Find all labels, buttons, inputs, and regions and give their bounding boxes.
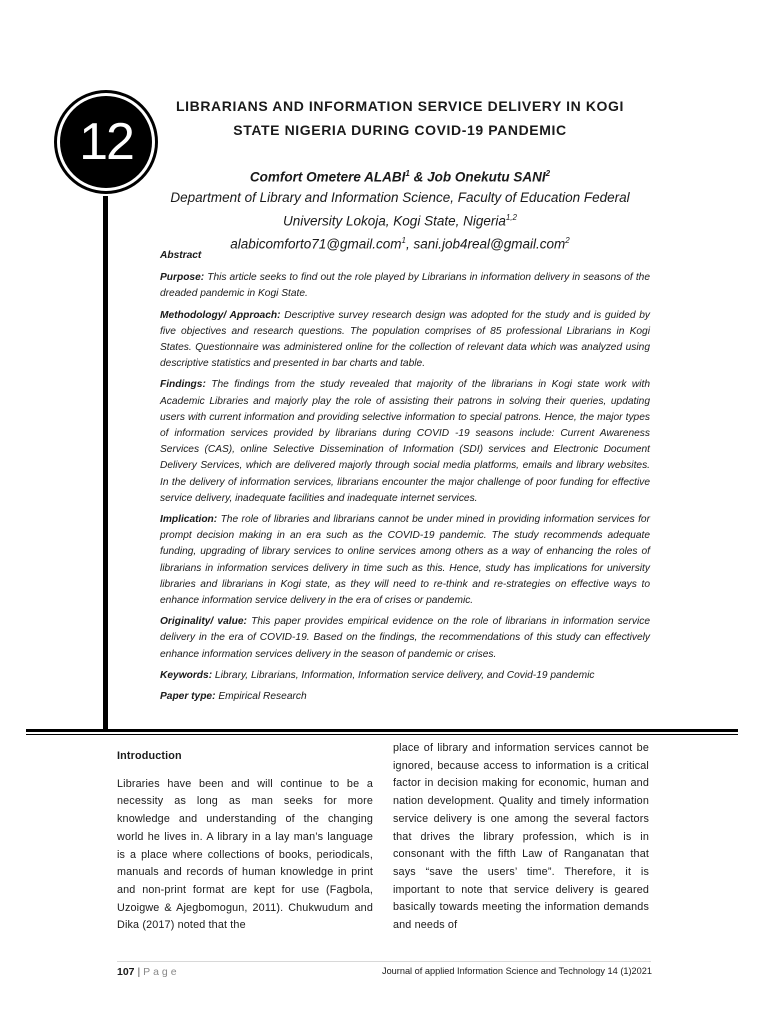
findings-label: Findings: [160,379,206,391]
horizontal-rule-thick [26,729,738,732]
author-2: Job Onekutu SANI [427,169,546,185]
paper-title [160,94,640,142]
affiliation-sup: 1,2 [505,212,517,222]
abstract-implication [160,512,650,609]
paper-type-label: Paper type: [160,691,216,703]
body-column-left [117,740,373,935]
footer-rule [117,961,651,962]
author-1: Comfort Ometere ALABI [249,169,406,185]
footer-journal-citation: Journal of applied Information Science and Technology 14 (1)2021 [381,966,652,976]
chapter-number-badge [60,96,152,188]
purpose-label: Purpose: [160,272,205,284]
affiliation-text: University Lokoja, Kogi State, Nigeria [283,213,506,228]
originality-label: Originality/ value: [160,616,247,628]
author-1-sup: 1 [405,169,410,178]
email-1-sup: 1 [401,236,406,245]
purpose-text: This article seeks to find out the role played by Librarians in information delivery in seasons of the dreaded pandemic in Kogi State. [160,272,650,300]
paper-type-text: Empirical Research [215,691,307,703]
author-2-sup: 2 [545,169,551,178]
methodology-text: Descriptive survey research design was adopted for the study and is guided by five objectives and research questions. The population comprises of 85 professional Librarians in Kogi States. Questionnaire was administered online for the collection of relevant data which was analyzed using descriptive statistics and presented in bar charts and table. [160,309,650,370]
introduction-paragraph-left: Libraries have been and will continue to be a necessity as long as man seeks for more knowledge and understanding of the changing world he lives in. A library in a lay man’s language is a place where collections of books, periodicals, manuals and records of human knowledge in print and non-print format are kept for use (Fagbola, Uzoigwe & Ajegbomogun, 2011). Chukwudum and Dika (2017) noted that the [117,777,373,932]
methodology-label: Methodology/ Approach: [160,309,281,321]
introduction-heading: Introduction [117,750,182,762]
page-word: Page [143,966,180,978]
email-separator: , [405,236,414,252]
title-line-2: STATE NIGERIA DURING COVID-19 PANDEMIC [233,122,567,138]
affiliation-line-1: Department of Library and Information Science, Faculty of Education Federal [170,189,630,205]
author-names [160,164,640,188]
body-column-right [393,740,649,935]
abstract [160,248,650,710]
email-2[interactable]: sani.job4real@gmail.com [413,236,566,252]
chapter-number: 12 [79,113,133,171]
page-separator: | [134,966,144,978]
abstract-findings [160,377,650,507]
title-line-1: LIBRARIANS AND INFORMATION SERVICE DELIVERY IN KOGI [175,98,625,114]
authors-block [160,164,640,255]
originality-text: This paper provides empirical evidence on the role of librarians in information service delivery in the era of COVID-19. Based on the findings, the recommendations of this study can effectively enhance information services delivery in the season of pandemic or crises. [160,616,650,660]
abstract-purpose [160,270,650,302]
author-ampersand: & [409,169,428,185]
abstract-methodology [160,308,650,373]
footer-page-number [117,966,180,978]
introduction-paragraph-right: place of library and information services cannot be ignored, because access to information is a critical factor in decision making for economic, human and nation development. Quality and timely information service delivery is one among the several factors that drives the library profession, which is in consonant with the fifth Law of Ranganatan that says “save the users’ time”. Therefore, it is important to note that service delivery is geared basically towards meeting the information demands and needs of [393,742,649,932]
abstract-heading: Abstract [160,250,202,261]
findings-text: The findings from the study revealed that majority of the librarians in Kogi state work with Academic Libraries and majorly play the role of assisting their patrons in solving their queries, updating users with current information and providing selective information to special patrons. Hence, the major types of information services provided by librarians during COVID -19 seasons include: Current Awareness Services (CAS), online Selective Dissemination of Information (SDI) services and Electronic Document Delivery Services, which are delivered majorly through social media platforms, emails and library websites. In the delivery of information services, librarians encounter the major challenge of poor funding for effective service delivery, inadequate facilities and inadequate internet services. [160,379,650,504]
abstract-originality [160,614,650,663]
horizontal-rule-thin [26,734,738,735]
implication-label: Implication: [160,514,218,526]
affiliation-line-2 [160,208,640,232]
vertical-rule [103,196,108,732]
page-number: 107 [117,966,135,978]
abstract-keywords [160,668,650,684]
abstract-paper-type [160,689,650,705]
keywords-text: Library, Librarians, Information, Information service delivery, and Covid-19 pandemic [212,669,595,681]
email-1[interactable]: alabicomforto71@gmail.com [230,236,402,252]
implication-text: The role of libraries and librarians cannot be under mined in providing information services for prompt decision making in an era such as the COVID-19 pandemic. The study recommends adequate funding, upgrading of library services to online services among others as a way of enhancing the roles of librarians in information services delivery in time such as this. Hence, study has implications for university libraries and librarians in Kogi state, as they will need to re-think and re-strategies on effective ways to enhance information service delivery in the era of crises or pandemic. [160,514,650,607]
email-2-sup: 2 [565,236,570,245]
keywords-label: Keywords: [160,669,213,681]
